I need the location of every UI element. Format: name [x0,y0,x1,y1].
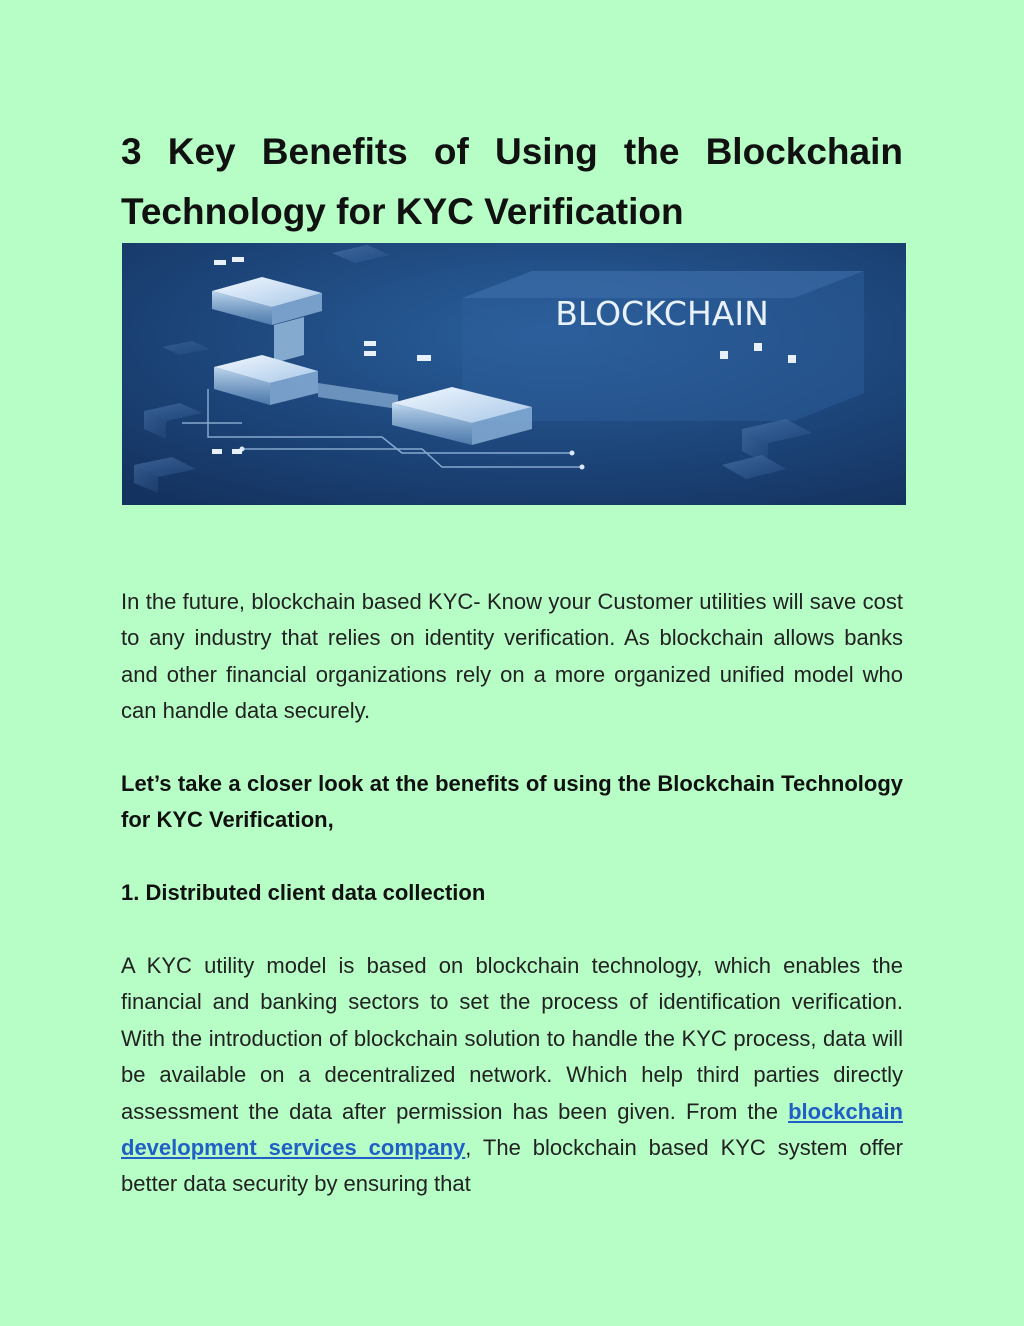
blockchain-banner-image [122,243,906,505]
intro-paragraph: In the future, blockchain based KYC- Know your Customer utilities will save cost to any industry that relies on identity verification. As blockchain allows banks and other financial organizations rely on a more organized unified model who can handle data securely. [121,589,903,724]
section-heading-1: 1. Distributed client data collection [121,880,486,905]
body-text-after-link: , The blockchain based KYC system offer better data security by ensuring that [121,1135,903,1197]
body-text-before-link: A KYC utility model is based on blockchain technology, which enables the financial and banking sectors to set the process of identification verification. With the introduction of blockchain solution to handle the KYC process, data will be available on a decentralized network. Which help third parties directly assessment the data after permission has been given. From the [121,953,903,1124]
lead-paragraph: Let’s take a closer look at the benefits of using the Blockchain Technology for KYC Verification, [121,771,903,833]
document-title: 3 Key Benefits of Using the Blockchain Technology for KYC Verification [121,131,903,232]
banner-label: BLOCKCHAIN [555,294,769,333]
section-body-1 [121,948,903,1203]
blockchain-services-link[interactable]: blockchain development services company [121,1098,903,1161]
